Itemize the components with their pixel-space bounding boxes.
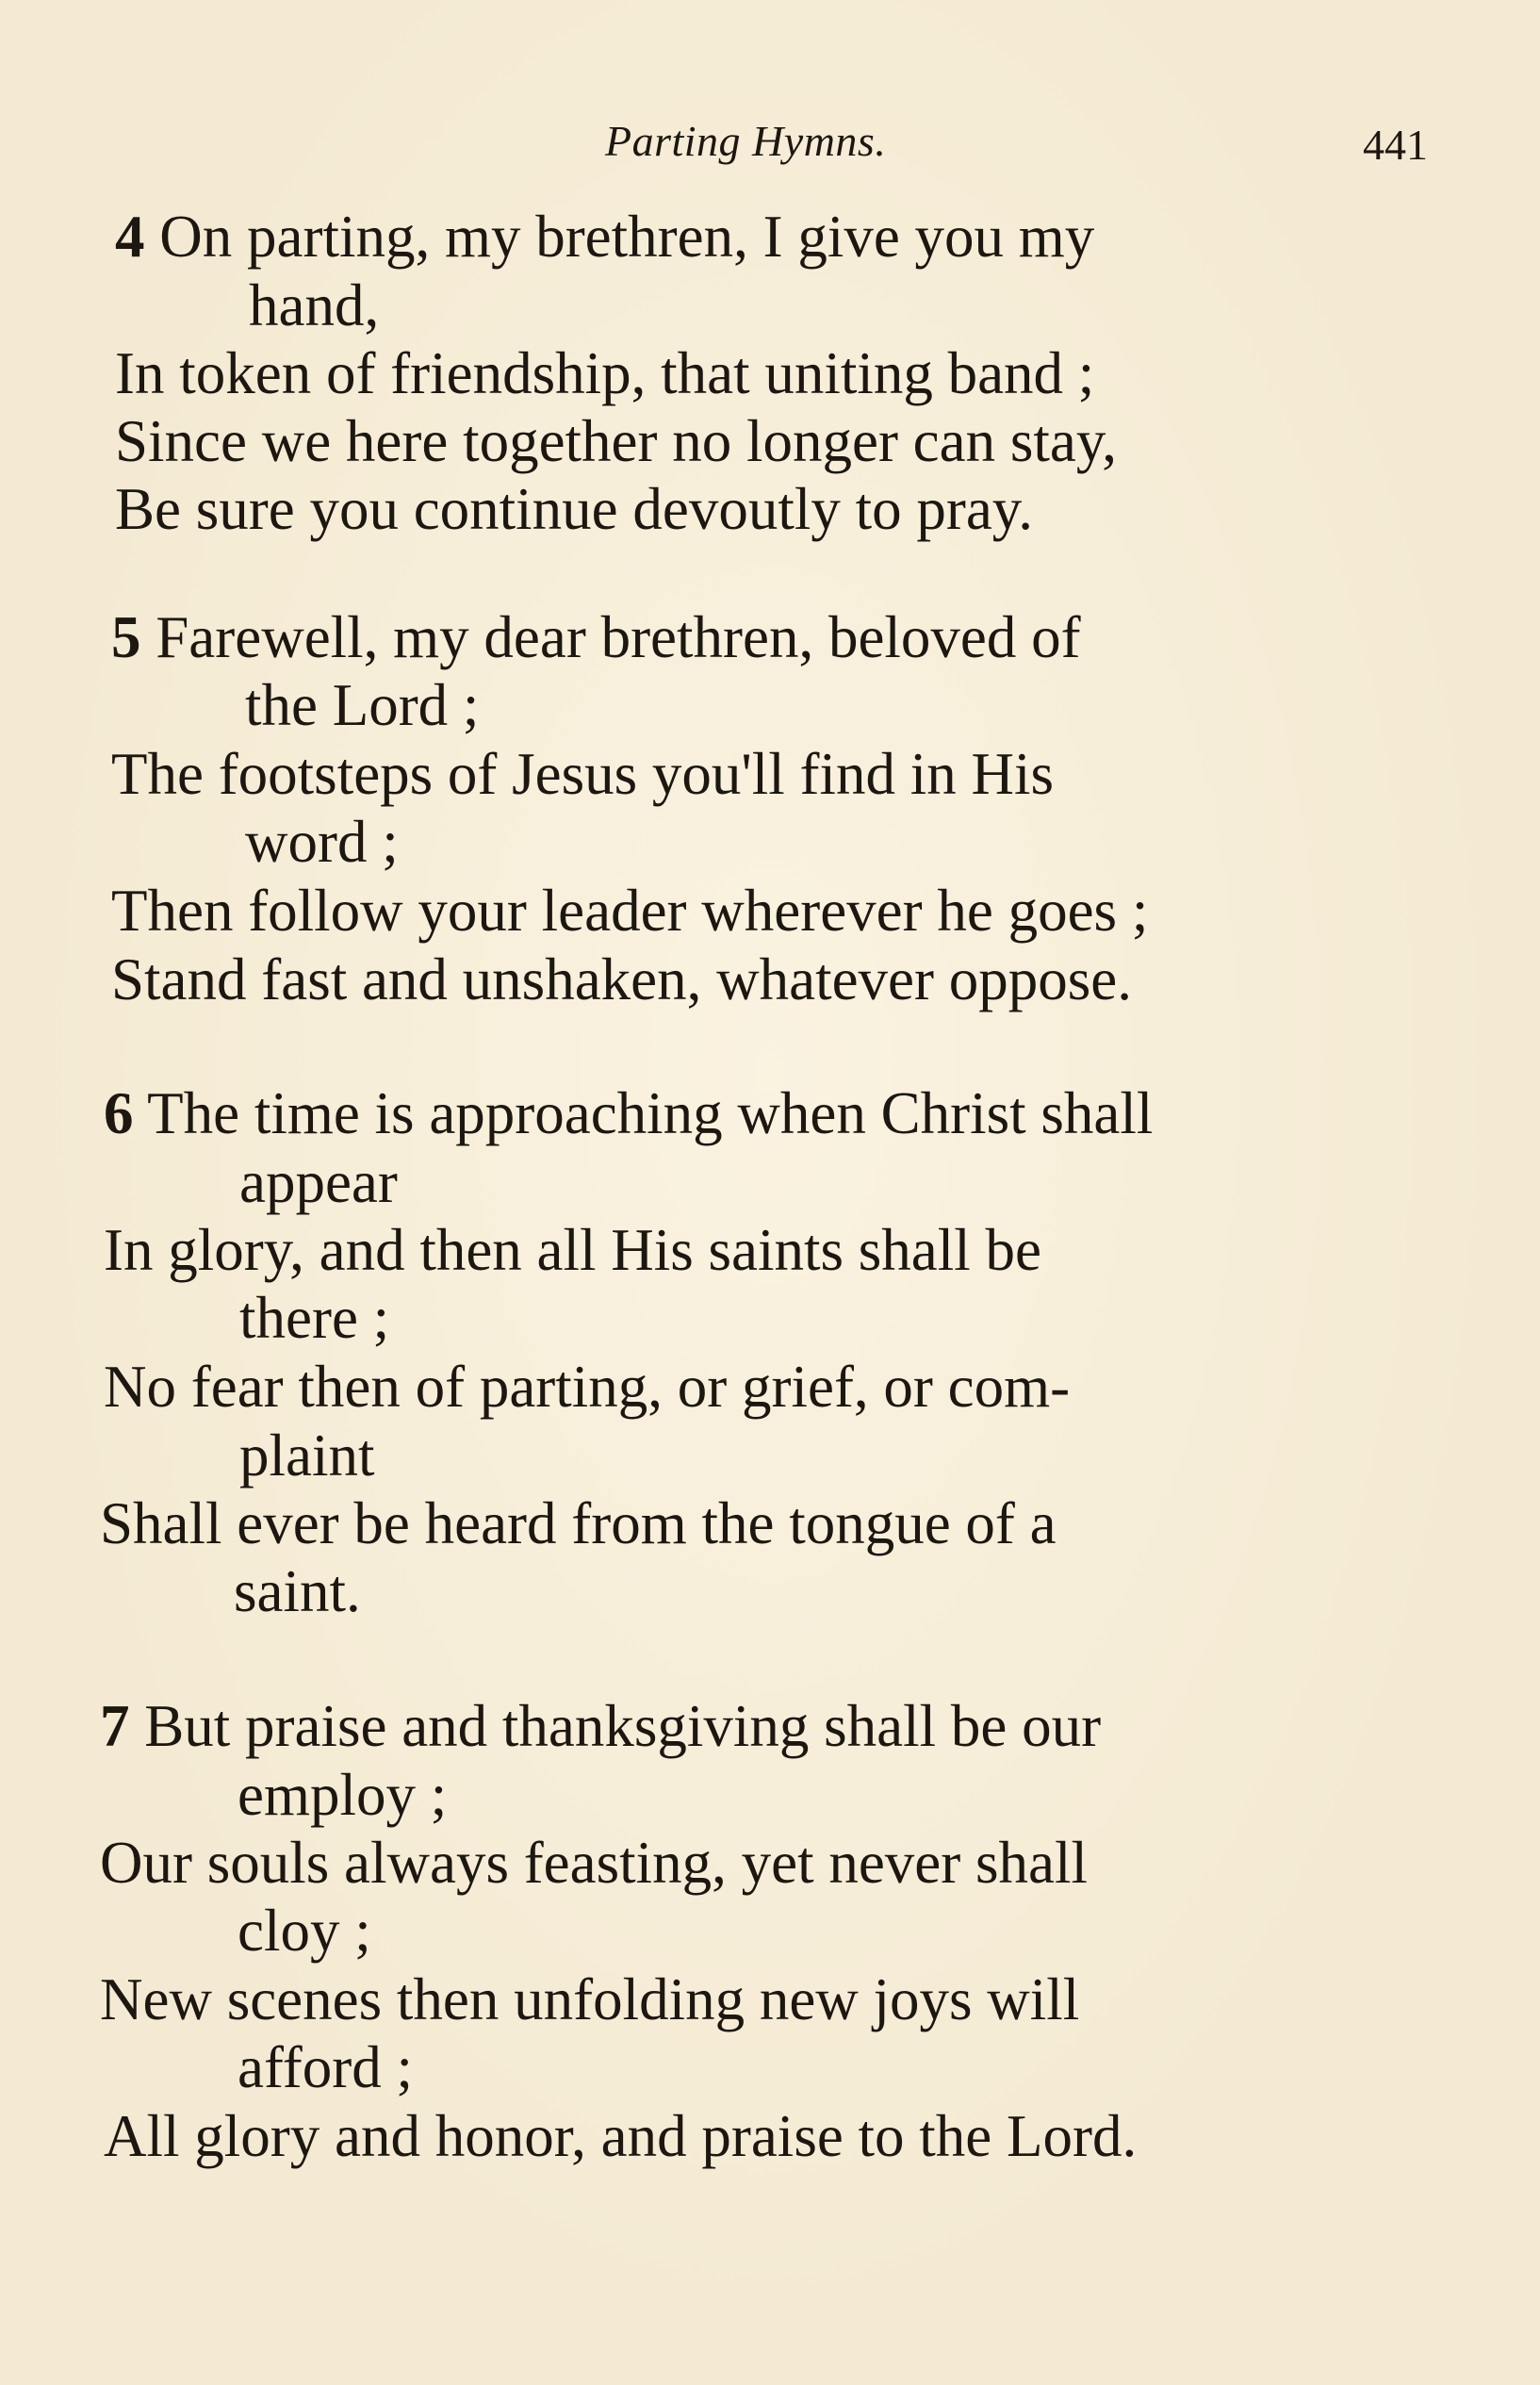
verse-line: In token of friendship, that uniting band ; (115, 340, 1095, 406)
stanza-line (115, 203, 1094, 271)
verse-line: In glory, and then all His saints shall be (104, 1217, 1041, 1283)
running-title: Parting Hymns. (605, 117, 887, 165)
verse-line: Since we here together no longer can stay, (115, 408, 1118, 474)
verse-line: Be sure you continue devoutly to pray. (115, 476, 1033, 542)
verse-line: Shall ever be heard from the tongue of a (100, 1490, 1057, 1556)
verse-line: On parting, my brethren, I give you my (159, 204, 1095, 270)
verse-line: Farewell, my dear brethren, beloved of (156, 604, 1081, 670)
stanza-line (100, 1692, 1101, 1760)
page-number: 441 (1363, 121, 1428, 169)
stanza-line (104, 1079, 1153, 1147)
verse-line: But praise and thanksgiving shall be our (144, 1693, 1102, 1759)
stanza-number: 5 (111, 604, 141, 670)
verse-line: Then follow your leader wherever he goes ; (111, 878, 1149, 944)
stanza-number: 4 (115, 204, 145, 270)
verse-line: saint. (234, 1558, 361, 1624)
verse-line: afford ; (238, 2034, 414, 2100)
verse-line: employ ; (238, 1762, 448, 1828)
verse-line: hand, (249, 272, 380, 338)
stanza-number: 6 (104, 1080, 134, 1146)
verse-line: Our souls always feasting, yet never shall (100, 1830, 1088, 1896)
stanza-number: 7 (100, 1693, 130, 1759)
verse-line: The footsteps of Jesus you'll find in His (111, 741, 1055, 807)
verse-line: The time is approaching when Christ shall (147, 1080, 1154, 1146)
stanza-line (111, 603, 1081, 671)
verse-line: appear (239, 1149, 398, 1215)
verse-line: the Lord ; (245, 672, 480, 738)
verse-line: Stand fast and unshaken, whatever oppose. (111, 946, 1132, 1012)
verse-line: plaint (239, 1423, 375, 1489)
verse-line: there ; (239, 1285, 390, 1351)
verse-line: word ; (245, 809, 399, 875)
verse-line: No fear then of parting, or grief, or com- (104, 1354, 1071, 1420)
verse-line: New scenes then unfolding new joys will (100, 1966, 1080, 2032)
verse-line: All glory and honor, and praise to the Lord. (104, 2103, 1138, 2169)
page-header (0, 108, 1540, 174)
verse-line: cloy ; (238, 1898, 371, 1964)
